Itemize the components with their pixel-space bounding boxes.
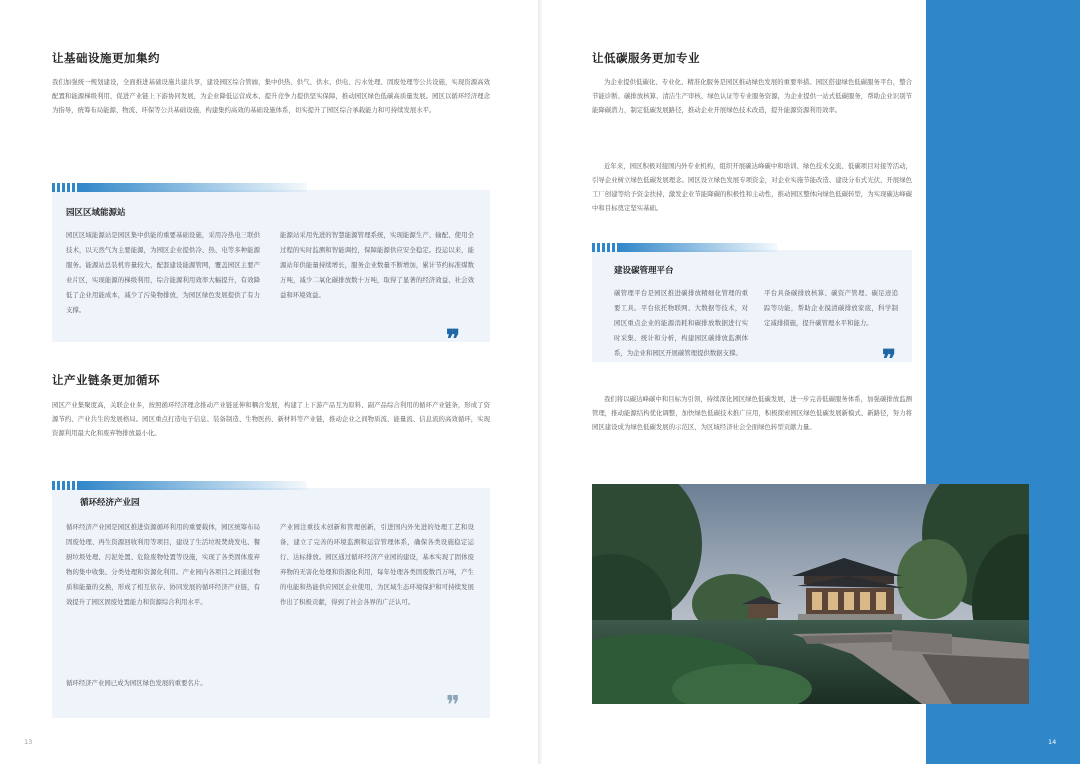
left-section1-heading: 让基础设施更加集约 — [52, 51, 160, 65]
card-circular-park-col1: 循环经济产业园是园区推进资源循环利用的重要载体，园区统筹布局固废处理、再生资源回收利用等项目，建设了生活垃圾焚烧发电、餐厨垃圾处理、污泥处置、危险废物处置等设施，实现了各类固体废弃物的集中收集、分类处理和资源化利用。产业园内各项目之间通过物质和能量的交换，形成了相互依存、协同发展的循环经济产业链，有效提升了园区固废处置能力和资源综合利用水平。 — [66, 523, 260, 606]
card-energy-station-col2: 能源站采用先进的智慧能源管理系统，实现能源生产、输配、使用全过程的实时监测和智能调控，保障能源供应安全稳定。投运以来，能源站年供能量持续增长，服务企业数量不断增加，累计节约标准煤数万吨，减少二氧化碳排放数十万吨，取得了显著的经济效益、社会效益和环境效益。 — [280, 231, 474, 299]
card-carbon-platform-stripe — [592, 243, 777, 252]
right-page-number: 14 — [1048, 738, 1057, 746]
card-carbon-platform-quote-icon: ❞ — [882, 345, 896, 375]
left-page-number: 13 — [24, 738, 33, 746]
left-section2-body: 园区产业集聚度高，关联企业多，按照循环经济理念推动产业链延伸和耦合发展，构建了上下游产品互为原料、副产品综合利用的循环产业链条，形成了资源节约、产业共生的发展格局。园区重点打造电子信息、装备制造、生物医药、新材料等产业链，推动企业之间物质流、能量流、信息流的高效循环，实现资源利用最大化和废弃物排放最小化。 — [52, 401, 490, 437]
card-circular-park-quote-icon: ❞ — [446, 691, 460, 721]
page-spine — [538, 0, 542, 764]
card-carbon-platform-col1: 碳管理平台是园区推进碳排放精细化管理的重要工具。平台依托物联网、大数据等技术，对园区重点企业的能源消耗和碳排放数据进行实时采集、统计和分析，构建园区碳排放监测体系，为企业和园区开展碳管理提供数据支撑。 — [614, 289, 748, 357]
card-energy-station-col1: 园区区域能源站是园区集中供能的重要基础设施，采用冷热电三联供技术，以天然气为主要能源，为园区企业提供冷、热、电等多种能源服务。能源站总装机容量较大，配套建设能源管网，覆盖园区主要产业片区，实现能源的梯级利用，综合能源利用效率大幅提升，有效降低了企业用能成本，减少了污染物排放，为园区绿色发展提供了有力支撑。 — [66, 231, 260, 314]
card-circular-park-col2: 产业园注重技术创新和管理创新，引进国内外先进的处理工艺和设备，建立了完善的环境监测和运营管理体系，确保各类设施稳定运行、达标排放。园区通过循环经济产业园的建设，基本实现了固体废弃物的无害化处理和资源化利用，每年处理各类固废数百万吨，产生的电能和热能供应园区企业使用，为区域生态环境保护和可持续发展作出了积极贡献，得到了社会各界的广泛认可。 — [280, 523, 474, 606]
card-carbon-platform-title: 建设碳管理平台 — [614, 266, 674, 276]
card-circular-park-title: 循环经济产业园 — [80, 498, 140, 508]
right-section1-heading: 让低碳服务更加专业 — [592, 51, 700, 65]
card-energy-station-title: 园区区域能源站 — [66, 208, 126, 218]
left-section1-body: 我们加强统一规划建设，全面推进基础设施共建共享，建设园区综合管廊，集中供热、供气、供水、供电、污水处理、固废处理等公共设施，实现资源高效配置和能源梯级利用，促进产业链上下游协同发展，为企业降低运营成本、提升竞争力提供坚实保障，推动园区绿色低碳高质量发展。园区以循环经济理念为指导，统筹布局能源、物流、环保等公共基础设施，构建集约高效的基础设施体系，切实提升了园区综合承载能力和可持续发展水平。 — [52, 78, 490, 114]
right-body3: 我们将以碳达峰碳中和目标为引领，持续深化园区绿色低碳发展，进一步完善低碳服务体系，加强碳排放监测管理，推动能源结构优化调整，加快绿色低碳技术推广应用，积极探索园区绿色低碳发展新模式、新路径，努力将园区建设成为绿色低碳发展的示范区，为区域经济社会全面绿色转型贡献力量。 — [592, 395, 912, 431]
card-circular-park-col1b: 循环经济产业园已成为园区绿色发展的重要名片。 — [66, 679, 207, 687]
garden-pavilion-photo — [592, 484, 1029, 704]
card-circular-park-stripe — [52, 481, 307, 490]
card-carbon-platform-col2: 平台具备碳排放核算、碳资产管理、碳足迹追踪等功能，帮助企业摸清碳排放家底，科学制定减排措施，提升碳管理水平和能力。 — [764, 289, 898, 327]
card-energy-station-stripe — [52, 183, 307, 192]
card-energy-station-quote-icon: ❞ — [446, 325, 460, 355]
right-section1-body1: 为企业提供低碳化、专业化、精准化服务是园区推动绿色发展的重要举措。园区搭建绿色低碳服务平台，整合节能诊断、碳排放核算、清洁生产审核、绿色认证等专业服务资源，为企业提供一站式低碳服务，帮助企业识别节能降碳潜力，制定低碳发展路径，推动企业开展绿色技术改造，提升能源资源利用效率。 — [592, 78, 912, 114]
right-section1-body2: 近年来，园区积极对接国内外专业机构，组织开展碳达峰碳中和培训、绿色技术交流、低碳项目对接等活动，引导企业树立绿色低碳发展理念。园区设立绿色发展专项资金，对企业实施节能改造、建设分布式光伏、开展绿色工厂创建等给予资金扶持，激发企业节能降碳的积极性和主动性，推动园区整体向绿色低碳转型，为实现碳达峰碳中和目标奠定坚实基础。 — [592, 162, 912, 212]
left-section2-heading: 让产业链条更加循环 — [52, 373, 160, 387]
